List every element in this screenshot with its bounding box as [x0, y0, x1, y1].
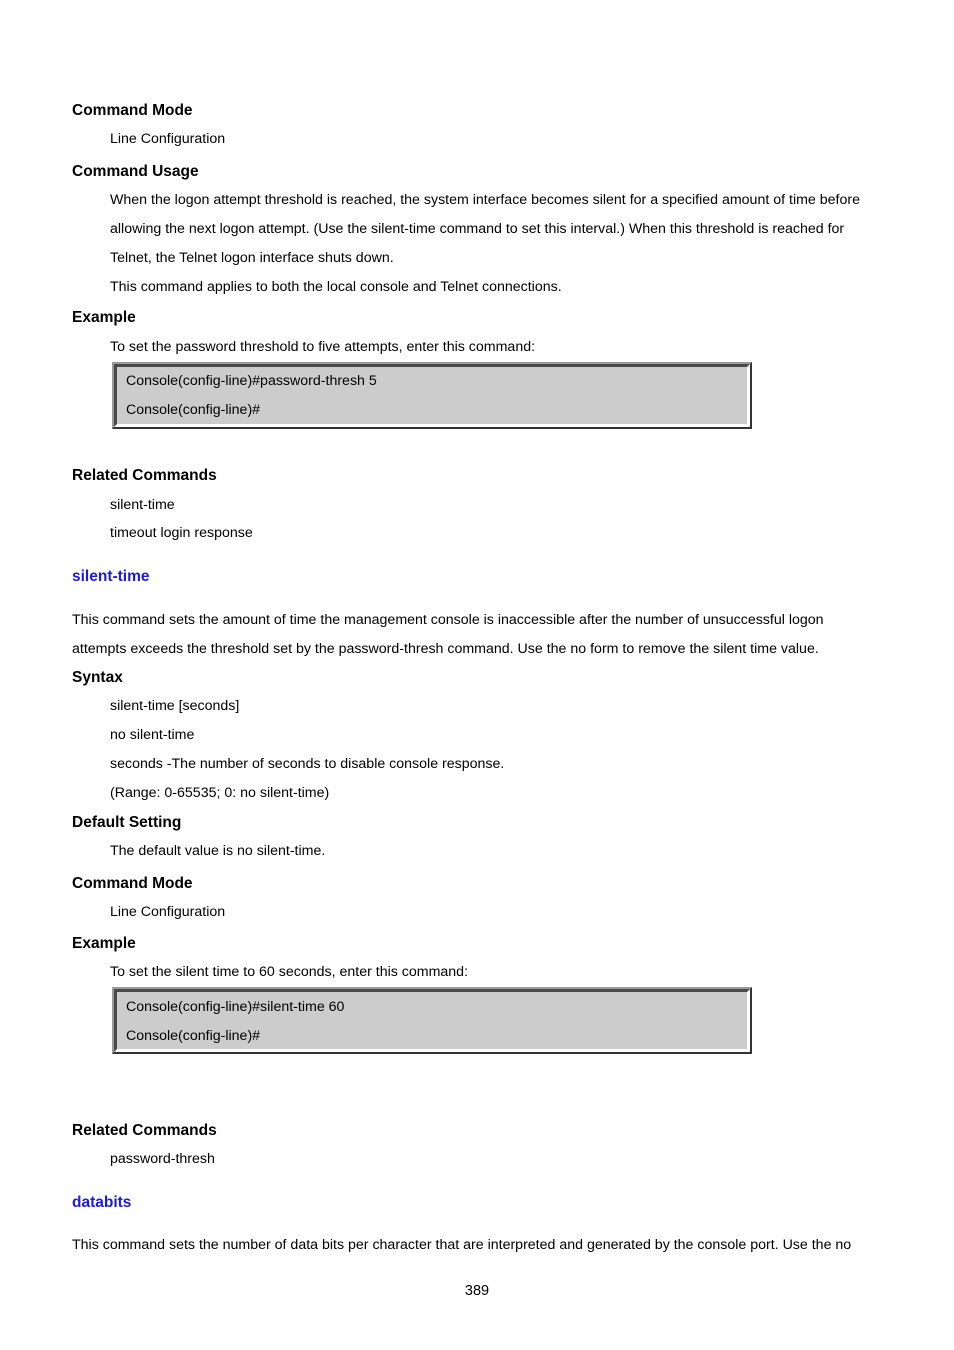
command-mode-heading: Command Mode — [72, 102, 193, 119]
syntax-line: no silent-time — [110, 727, 195, 743]
usage-line: When the logon attempt threshold is reached, the system interface becomes silent for a specified amount of time before — [110, 192, 860, 208]
code-block — [114, 364, 750, 427]
code-block — [114, 989, 750, 1052]
example-intro: To set the silent time to 60 seconds, enter this command: — [110, 964, 469, 980]
silent-time-title[interactable]: silent-time — [72, 568, 150, 585]
example-heading: Example — [72, 935, 136, 952]
command-mode-value: Line Configuration — [110, 131, 226, 147]
usage-line: allowing the next logon attempt. (Use the silent-time command to set this interval.) When this threshold is reached for — [110, 221, 845, 237]
usage-line: This command applies to both the local console and Telnet connections. — [110, 279, 562, 295]
command-mode-heading: Command Mode — [72, 875, 193, 892]
related-commands-heading: Related Commands — [72, 467, 217, 484]
code-line: Console(config-line)#silent-time 60 — [126, 999, 345, 1015]
page-number: 389 — [464, 1283, 490, 1299]
code-line: Console(config-line)# — [126, 1028, 261, 1044]
syntax-line: seconds -The number of seconds to disable console response. — [110, 756, 505, 772]
description-line: This command sets the number of data bits per character that are interpreted and generated by the console port. Use the no — [72, 1237, 852, 1253]
related-command-link[interactable]: password-thresh — [110, 1151, 215, 1167]
default-setting-value: The default value is no silent-time. — [110, 843, 326, 859]
description-line: This command sets the amount of time the management console is inaccessible after the number of unsuccessful logon — [72, 612, 824, 628]
default-setting-heading: Default Setting — [72, 814, 182, 831]
example-heading: Example — [72, 309, 136, 326]
command-mode-value: Line Configuration — [110, 904, 226, 920]
syntax-line: (Range: 0-65535; 0: no silent-time) — [110, 785, 330, 801]
syntax-line: silent-time [seconds] — [110, 698, 240, 714]
databits-title[interactable]: databits — [72, 1194, 132, 1211]
description-line: attempts exceeds the threshold set by the password-thresh command. Use the no form to remove the silent time value. — [72, 641, 819, 657]
code-line: Console(config-line)#password-thresh 5 — [126, 373, 377, 389]
related-commands-heading: Related Commands — [72, 1122, 217, 1139]
example-intro: To set the password threshold to five attempts, enter this command: — [110, 339, 536, 355]
related-command-link[interactable]: timeout login response — [110, 525, 253, 541]
syntax-heading: Syntax — [72, 669, 123, 686]
command-usage-heading: Command Usage — [72, 163, 199, 180]
usage-line: Telnet, the Telnet logon interface shuts down. — [110, 250, 394, 266]
code-line: Console(config-line)# — [126, 402, 261, 418]
related-command-link[interactable]: silent-time — [110, 497, 175, 513]
